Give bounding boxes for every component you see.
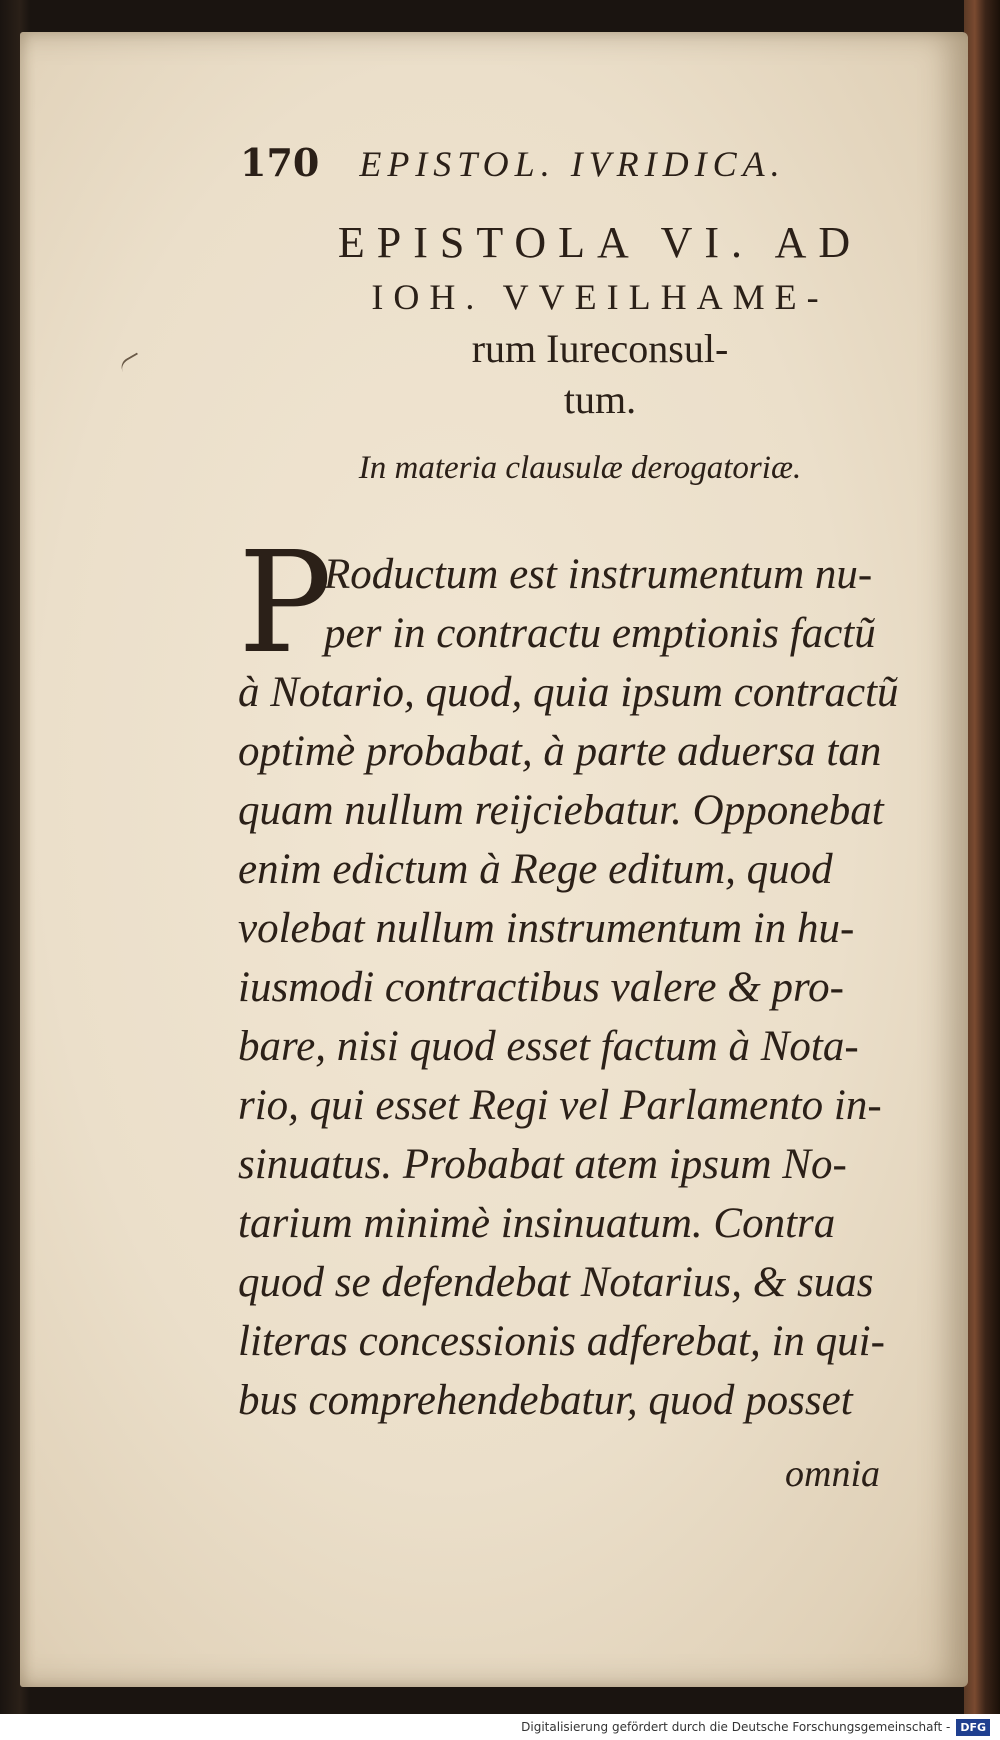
heading-line: IOH. VVEILHAME- — [371, 277, 829, 317]
text-line: optimè probabat, à parte aduersa tan — [238, 728, 882, 775]
margin-mark — [118, 352, 144, 375]
text-line: bus comprehendebatur, quod posset — [238, 1377, 853, 1424]
running-head — [240, 140, 880, 200]
footer-bar — [0, 1714, 1000, 1740]
running-title: EPISTOL. IVRIDICA. — [359, 144, 786, 184]
catchword: omnia — [785, 1453, 880, 1495]
page-number: 170 — [240, 140, 320, 185]
text-line: per in contractu emptionis factũ — [324, 610, 876, 657]
text-line: quam nullum reijciebatur. Opponebat — [238, 787, 884, 834]
text-line: Roductum est instrumentum nu- — [324, 551, 873, 598]
dfg-logo: DFG — [956, 1719, 990, 1736]
heading-line: rum Iureconsul- — [471, 326, 729, 371]
heading-line: EPISTOLA VI. AD — [337, 218, 863, 267]
letter-heading — [280, 215, 920, 425]
letter-subtitle: In materia clausulæ derogatoriæ. — [358, 450, 802, 486]
footer-credit: Digitalisierung gefördert durch die Deutsche Forschungsgemeinschaft - — [521, 1720, 951, 1734]
text-line: volebat nullum instrumentum in hu- — [238, 905, 855, 952]
book-spine — [964, 0, 1000, 1740]
text-line: rio, qui esset Regi vel Parlamento in- — [238, 1082, 882, 1129]
text-line: quod se defendebat Notarius, & suas — [238, 1259, 874, 1306]
text-line: enim edictum à Rege editum, quod — [238, 846, 833, 893]
text-line: sinuatus. Probabat atem ipsum No- — [238, 1141, 847, 1188]
text-line: bare, nisi quod esset factum à Nota- — [238, 1023, 859, 1070]
text-line: literas concessionis adferebat, in qui- — [238, 1318, 885, 1365]
heading-line: tum. — [563, 377, 637, 422]
text-line: à Notario, quod, quia ipsum contractũ — [238, 669, 899, 716]
text-line: tarium minimè insinuatum. Contra — [238, 1200, 836, 1247]
drop-cap: P — [238, 522, 333, 685]
body-text — [238, 522, 928, 1430]
text-line: iusmodi contractibus valere & pro- — [238, 964, 844, 1011]
